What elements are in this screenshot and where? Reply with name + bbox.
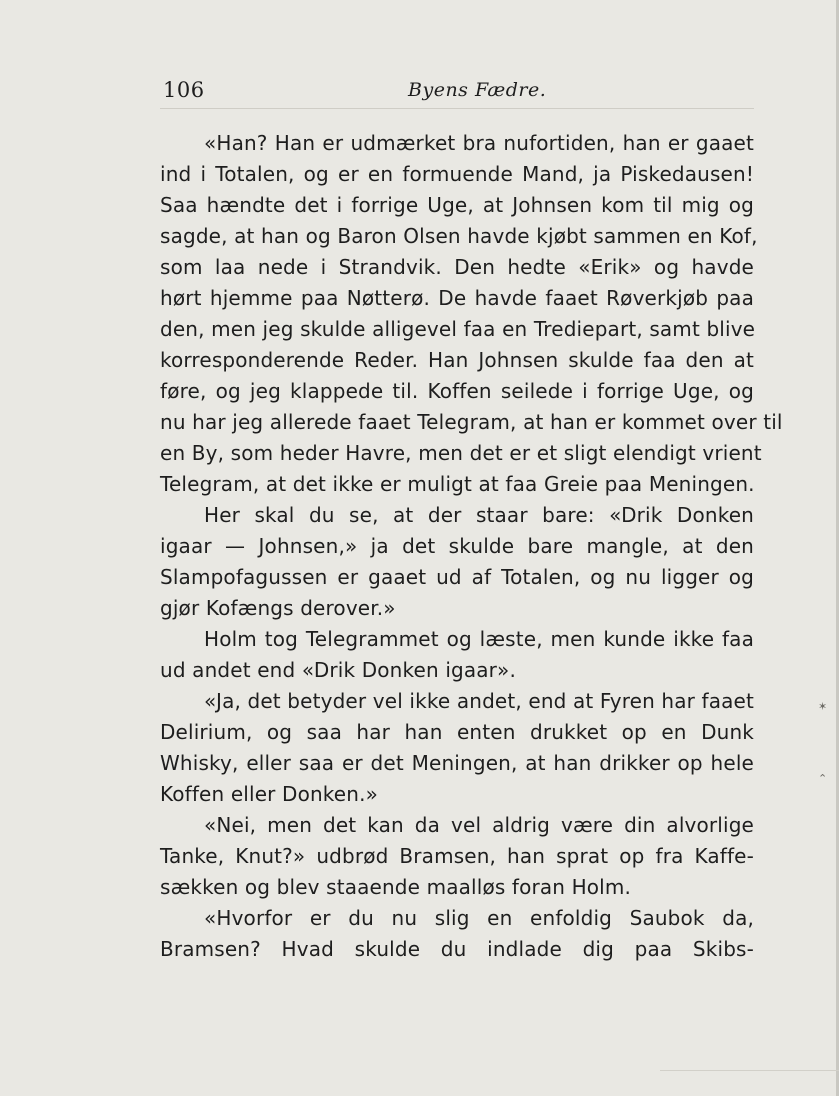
text-line: sækken og blev staaende maalløs foran Holm. [160,875,632,899]
text-line: «Hvorfor er du nu slig en enfoldig Saubok da, [204,906,754,930]
text-line: nu har jeg allerede faaet Telegram, at han er kommet over til [160,410,783,434]
text-line: Whisky, eller saa er det Meningen, at han drikker op hele [160,751,754,775]
text-line: Telegram, at det ikke er muligt at faa Greie paa Meningen. [160,472,755,496]
text-line: Slampofagussen er gaaet ud af Totalen, og nu ligger og [160,565,754,589]
text-line: føre, og jeg klappede til. Koffen seilede i forrige Uge, og [160,379,754,403]
running-head: Byens Fædre. [408,79,547,101]
text-line: korresponderende Reder. Han Johnsen skulde faa den at [160,348,754,372]
text-line: gjør Kofængs derover.» [160,596,396,620]
text-line: igaar — Johnsen,» ja det skulde bare mangle, at den [160,534,754,558]
text-line: Delirium, og saa har han enten drukket op en Dunk [160,720,754,744]
text-line: Bramsen? Hvad skulde du indlade dig paa Skibs- [160,937,754,961]
text-line: «Han? Han er udmærket bra nufortiden, han er gaaet [204,131,754,155]
text-line: Holm tog Telegrammet og læste, men kunde ikke faa [204,627,754,651]
text-line: Her skal du se, at der staar bare: «Drik Donken [204,503,754,527]
text-line: ud andet end «Drik Donken igaar». [160,658,516,682]
text-line: Tanke, Knut?» udbrød Bramsen, han sprat op fra Kaffe- [160,844,754,868]
page-header [160,78,754,108]
page-corner-line [660,1070,839,1071]
page-number: 106 [163,78,205,102]
text-line: sagde, at han og Baron Olsen havde kjøbt sammen en Kof, [160,224,758,248]
body-text [160,128,783,965]
text-line: «Nei, men det kan da vel aldrig være din alvorlige [204,813,754,837]
text-line: Saa hændte det i forrige Uge, at Johnsen kom til mig og [160,193,754,217]
text-line: som laa nede i Strandvik. Den hedte «Erik» og havde [160,255,754,279]
margin-mark: ⌃ [818,772,828,785]
text-line: hørt hjemme paa Nøtterø. De havde faaet Røverkjøb paa [160,286,754,310]
margin-mark: ✶ [818,700,828,713]
text-line: «Ja, det betyder vel ikke andet, end at Fyren har faaet [204,689,754,713]
text-line: Koffen eller Donken.» [160,782,378,806]
text-line: ind i Totalen, og er en formuende Mand, ja Piskedausen! [160,162,754,186]
header-rule [160,108,754,109]
text-line: en By, som heder Havre, men det er et sligt elendigt vrient [160,441,762,465]
text-line: den, men jeg skulde alligevel faa en Trediepart, samt blive [160,317,756,341]
